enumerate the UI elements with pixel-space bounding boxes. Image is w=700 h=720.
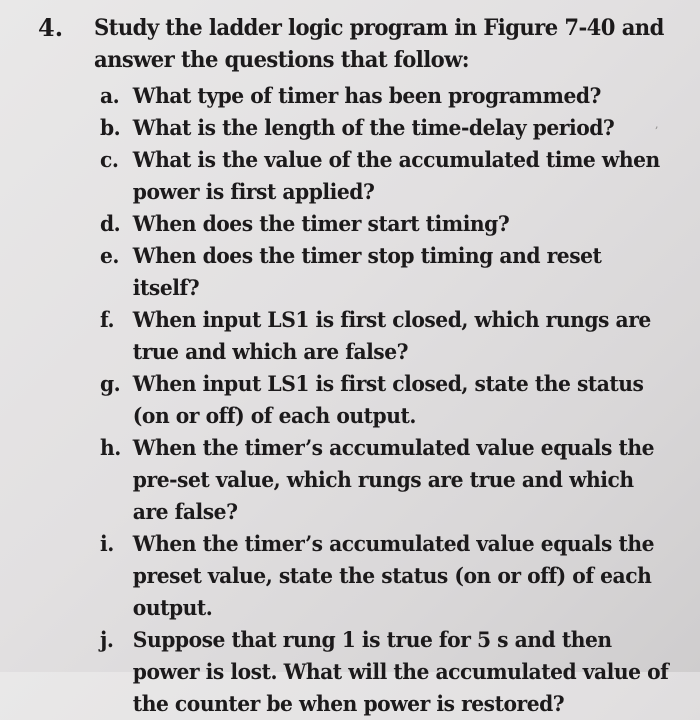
part-a [100, 80, 674, 112]
part-label: i. [100, 531, 114, 556]
question-parts-list [100, 80, 695, 720]
part-text: What type of timer has been programmed? [132, 83, 601, 108]
part-label: b. [100, 115, 121, 140]
part-text: When the timer’s accumulated value equals the pre-set value, which rungs are true and which are false? [132, 435, 655, 524]
part-h [100, 432, 674, 528]
part-text: What is the length of the time-delay period? [132, 115, 615, 140]
part-label: a. [100, 83, 120, 108]
part-b [100, 112, 674, 144]
part-label: h. [100, 435, 121, 460]
part-i [100, 528, 674, 624]
part-label: d. [100, 211, 121, 236]
part-text: When input LS1 is first closed, state the status (on or off) of each output. [132, 371, 644, 428]
part-label: f. [100, 307, 115, 332]
part-c [100, 144, 674, 208]
part-f [100, 304, 674, 368]
part-text: When does the timer start timing? [132, 211, 510, 236]
part-text: Suppose that rung 1 is true for 5 s and then power is lost. What will the accumulated value of the counter be when power is restored? [132, 627, 669, 716]
question-stem: Study the ladder logic program in Figure 7-40 and answer the questions that follow: [94, 15, 664, 73]
part-e [100, 240, 674, 304]
part-g [100, 368, 674, 432]
part-text: When input LS1 is first closed, which rungs are true and which are false? [132, 307, 651, 364]
part-label: c. [100, 147, 119, 172]
part-d [100, 208, 674, 240]
part-label: e. [100, 243, 119, 268]
part-text: What is the value of the accumulated time when power is first applied? [132, 147, 660, 204]
part-label: j. [100, 627, 114, 652]
part-label: g. [100, 371, 121, 396]
question-number: 4. [38, 13, 64, 42]
part-text: When the timer’s accumulated value equals the preset value, state the status (on or off) of each output. [132, 531, 655, 620]
part-text: When does the timer stop timing and reset itself? [132, 243, 602, 300]
part-j [100, 624, 674, 720]
paper-speck: , [655, 118, 659, 131]
